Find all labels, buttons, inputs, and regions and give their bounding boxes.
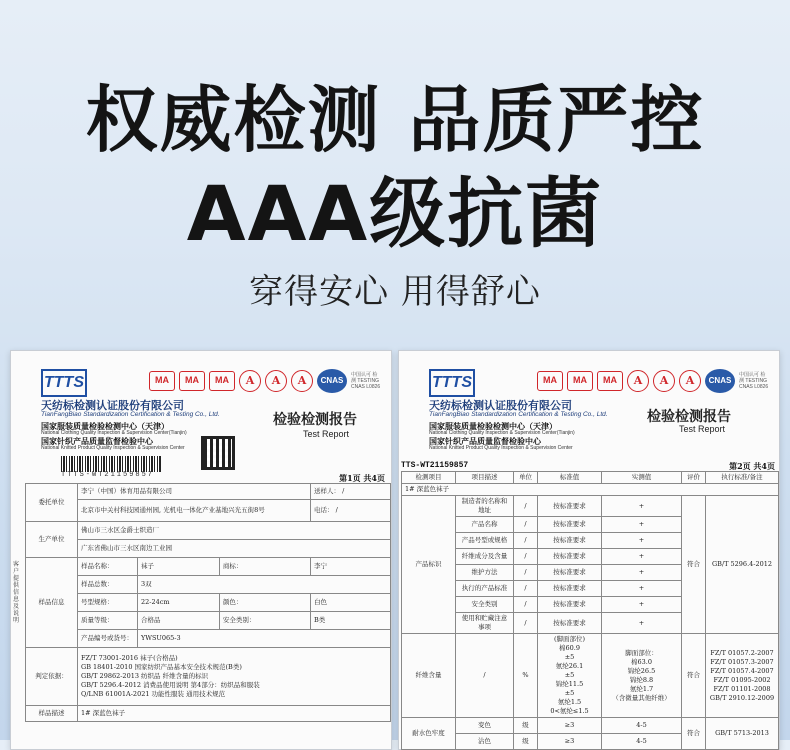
center1-cn: 国家服装质量检验检测中心（天津） (41, 421, 169, 431)
table-row (26, 706, 391, 722)
fiber-val: 脚面部位： 棉63.0 锦纶26.5 锦纶8.8 氨纶1.7 （含微量其他纤维） (602, 634, 682, 718)
table-header-row (402, 472, 779, 484)
item-name: 纤维成分及含量 (456, 549, 514, 565)
fiber-unit: % (514, 634, 538, 718)
safety-label: 安全类别： (219, 612, 310, 630)
item-name: 制造者的名称和地址 (456, 496, 514, 517)
hero-subtitle: 穿得安心 用得舒心 (249, 272, 541, 312)
cal-mark-icon: A (679, 370, 701, 392)
sender-label: 送样人： (314, 487, 340, 495)
client-name: 李宁（中国）体育用品有限公司 (81, 487, 172, 495)
center1-cn: 国家服装质量检验检测中心（天津） (429, 421, 557, 431)
col-header: 实测值 (602, 472, 682, 484)
sample-info-label: 样品信息 (26, 558, 78, 648)
producer-name: 佛山市三水区金爵士织造厂 (78, 522, 391, 540)
safety-value: B类 (311, 612, 391, 630)
org-name-en: TianFangBiao Standardization Certification & Testing Co., Ltd. (429, 411, 608, 418)
col-header: 检测项目 (402, 472, 456, 484)
item-unit: / (514, 533, 538, 549)
certification-marks (149, 369, 381, 393)
color-label: 颜色： (219, 594, 310, 612)
center2-cn: 国家针织产品质量监督检验中心 (429, 436, 541, 446)
item-unit: / (514, 597, 538, 613)
center2-en: National Knitted Product Quality Inspection & Supervision Center (41, 445, 185, 451)
basis-line: Q/LNB 61001A-2021 功能性服装 通用技术规范 (81, 690, 226, 698)
item-val: + (602, 565, 682, 581)
center2-en: National Knitted Product Quality Inspection & Supervision Center (429, 445, 573, 451)
item-std: ≥3 (538, 734, 602, 750)
ttts-logo: TTTS (41, 369, 87, 397)
table-row (26, 576, 391, 594)
center1-en: National Clothing Quality Inspection & Supervision Center(Tianjin) (429, 430, 575, 436)
phone-value: / (335, 506, 338, 514)
report-title-en: Test Report (679, 424, 726, 434)
spec-value: 22-24cm (138, 594, 220, 612)
cma-mark-icon: MA (537, 371, 563, 391)
item-std: 按标准要求 (538, 581, 602, 597)
test-report-page-1 (10, 350, 392, 750)
item-unit: 级 (514, 718, 538, 734)
item-unit: / (514, 613, 538, 634)
hero-title-line1: 权威检测 品质严控 (85, 78, 705, 162)
code-value: YWSU065-3 (138, 630, 391, 648)
org-name-en: TianFangBiao Standardization Certification & Testing Co., Ltd. (41, 411, 220, 418)
producer-address: 广东省佛山市三水区南边工业园 (78, 540, 391, 558)
item-std: 按标准要求 (538, 496, 602, 517)
item-val: + (602, 517, 682, 533)
center2-cn: 国家针织产品质量监督检验中心 (41, 436, 153, 446)
item-val: + (602, 496, 682, 517)
sample-name-label: 样品名称： (78, 558, 138, 576)
cal-mark-icon: A (291, 370, 313, 392)
item-std: ≥3 (538, 718, 602, 734)
fiber-eval: 符合 (682, 634, 706, 718)
cnas-caption: 中国认可 检测 TESTING CNAS L0826 (351, 372, 381, 390)
report-title: 检验检测报告 (273, 412, 357, 428)
center1-en: National Clothing Quality Inspection & Supervision Center(Tianjin) (41, 430, 187, 436)
cma-mark-icon: MA (209, 371, 235, 391)
sender-value: / (342, 487, 345, 495)
col-header: 单位 (514, 472, 538, 484)
item-name: 执行的产品标准 (456, 581, 514, 597)
cma-mark-icon: MA (179, 371, 205, 391)
table-row (26, 630, 391, 648)
item-val: + (602, 597, 682, 613)
table-row (26, 648, 391, 706)
producer-label: 生产单位 (26, 522, 78, 558)
page-number: 第1页 共4页 (339, 473, 385, 483)
item-unit: / (514, 549, 538, 565)
qty-label: 样品总数： (78, 576, 138, 594)
fiber-label: 纤维含量 (402, 634, 456, 718)
report-number: TTS-WT21159857 (401, 461, 469, 470)
cnas-logo-icon: CNAS (317, 369, 347, 393)
cma-mark-icon: MA (597, 371, 623, 391)
item-unit: 级 (514, 734, 538, 750)
item-val: + (602, 613, 682, 634)
report-title: 检验检测报告 (647, 409, 731, 425)
cal-mark-icon: A (239, 370, 261, 392)
item-val: 4-5 (602, 734, 682, 750)
side-note: 客户提供信息及说明 (13, 561, 20, 624)
basis-line: FZ/T 73001-2016 袜子(合格品) (81, 654, 178, 662)
test-results-table (401, 471, 779, 750)
desc-value: 1# 深蓝色袜子 (78, 706, 391, 722)
fiber-desc: / (456, 634, 514, 718)
table-row (26, 540, 391, 558)
item-unit: / (514, 517, 538, 533)
table-row (26, 484, 391, 500)
item-name: 安全类别 (456, 597, 514, 613)
item-val: + (602, 549, 682, 565)
table-row (402, 718, 779, 734)
item-val: 4-5 (602, 718, 682, 734)
water-std: GB/T 5713-2013 (706, 718, 779, 750)
table-row (402, 634, 779, 718)
report-info-table (25, 483, 391, 722)
table-row (26, 522, 391, 540)
org-name-cn: 天纺标检测认证股份有限公司 (429, 399, 572, 412)
table-row (402, 496, 779, 517)
table-row (26, 500, 391, 522)
client-label: 委托单位 (26, 484, 78, 522)
page-number: 第2页 共4页 (729, 461, 775, 471)
fiber-std-ref: FZ/T 01057.2-2007 FZ/T 01057.3-2007 FZ/T 01057.4-2007 FZ/T 01095-2002 FZ/T 01101-2008 GB/T 2910.12-2009 (706, 634, 779, 718)
ttts-logo: TTTS (429, 369, 475, 397)
item-name: 变色 (456, 718, 514, 734)
brand-value: 李宁 (311, 558, 391, 576)
hero-title-line2: AAA级抗菌 (186, 169, 604, 258)
qr-code-icon (201, 436, 235, 470)
item-std: 按标准要求 (538, 533, 602, 549)
table-row (26, 612, 391, 630)
basis-label: 判定依据： (26, 648, 78, 706)
color-value: 白色 (311, 594, 391, 612)
item-std: 按标准要求 (538, 549, 602, 565)
label-eval: 符合 (682, 496, 706, 634)
item-unit: / (514, 565, 538, 581)
table-row (26, 558, 391, 576)
item-val: + (602, 581, 682, 597)
item-unit: / (514, 581, 538, 597)
cnas-caption: 中国认可 检测 TESTING CNAS L0826 (739, 372, 769, 390)
desc-label: 样品描述 (26, 706, 78, 722)
water-label: 耐水色牢度 (402, 718, 456, 750)
col-header: 标准值 (538, 472, 602, 484)
col-header: 项目描述 (456, 472, 514, 484)
cma-mark-icon: MA (567, 371, 593, 391)
barcode-number: TTTS-WT21159857 (61, 471, 155, 479)
spec-label: 号型规格： (78, 594, 138, 612)
phone-label: 电话： (314, 506, 334, 514)
sample-name: 袜子 (138, 558, 220, 576)
brand-label: 商标： (219, 558, 310, 576)
code-label: 产品编号或货号： (78, 630, 138, 648)
grade-value: 合格品 (138, 612, 220, 630)
col-header: 评价 (682, 472, 706, 484)
item-std: 按标准要求 (538, 597, 602, 613)
item-name: 使用和贮藏注意事项 (456, 613, 514, 634)
test-report-page-2 (398, 350, 780, 750)
fiber-std: (脚面部位) 棉60.9 ±5 氨纶26.1 ±5 锦纶11.5 ±5 氨纶1.5 0<氨纶≤1.5 (538, 634, 602, 718)
water-eval: 符合 (682, 718, 706, 750)
sample-row: 1# 深蓝色袜子 (402, 484, 779, 496)
cal-mark-icon: A (265, 370, 287, 392)
item-name: 沾色 (456, 734, 514, 750)
item-std: 按标准要求 (538, 517, 602, 533)
item-name: 产品名称 (456, 517, 514, 533)
cma-mark-icon: MA (149, 371, 175, 391)
table-row (402, 484, 779, 496)
basis-line: GB/T 29862-2013 纺织品 纤维含量的标识 (81, 672, 209, 680)
item-name: 维护方法 (456, 565, 514, 581)
item-val: + (602, 533, 682, 549)
qty-value: 3双 (138, 576, 391, 594)
cal-mark-icon: A (653, 370, 675, 392)
report-title-en: Test Report (303, 429, 350, 439)
item-name: 产品号型或规格 (456, 533, 514, 549)
cnas-logo-icon: CNAS (705, 369, 735, 393)
label-std: GB/T 5296.4-2012 (706, 496, 779, 634)
item-unit: / (514, 496, 538, 517)
col-header: 执行标准/备注 (706, 472, 779, 484)
table-row (26, 594, 391, 612)
grade-label: 质量等级： (78, 612, 138, 630)
basis-line: GB 18401-2010 国家纺织产品基本安全技术规范(B类) (81, 663, 242, 671)
item-std: 按标准要求 (538, 613, 602, 634)
cal-mark-icon: A (627, 370, 649, 392)
org-name-cn: 天纺标检测认证股份有限公司 (41, 399, 184, 412)
barcode-icon (61, 456, 161, 472)
address-value: 北京市中关村科技园通州园, 光机电一体化产业基地兴光五街8号 (81, 506, 265, 514)
label-group: 产品标识 (402, 496, 456, 634)
basis-line: GB/T 5296.4-2012 消费品使用说明 第4部分：纺织品和服装 (81, 681, 260, 689)
certification-marks (537, 369, 769, 393)
item-std: 按标准要求 (538, 565, 602, 581)
